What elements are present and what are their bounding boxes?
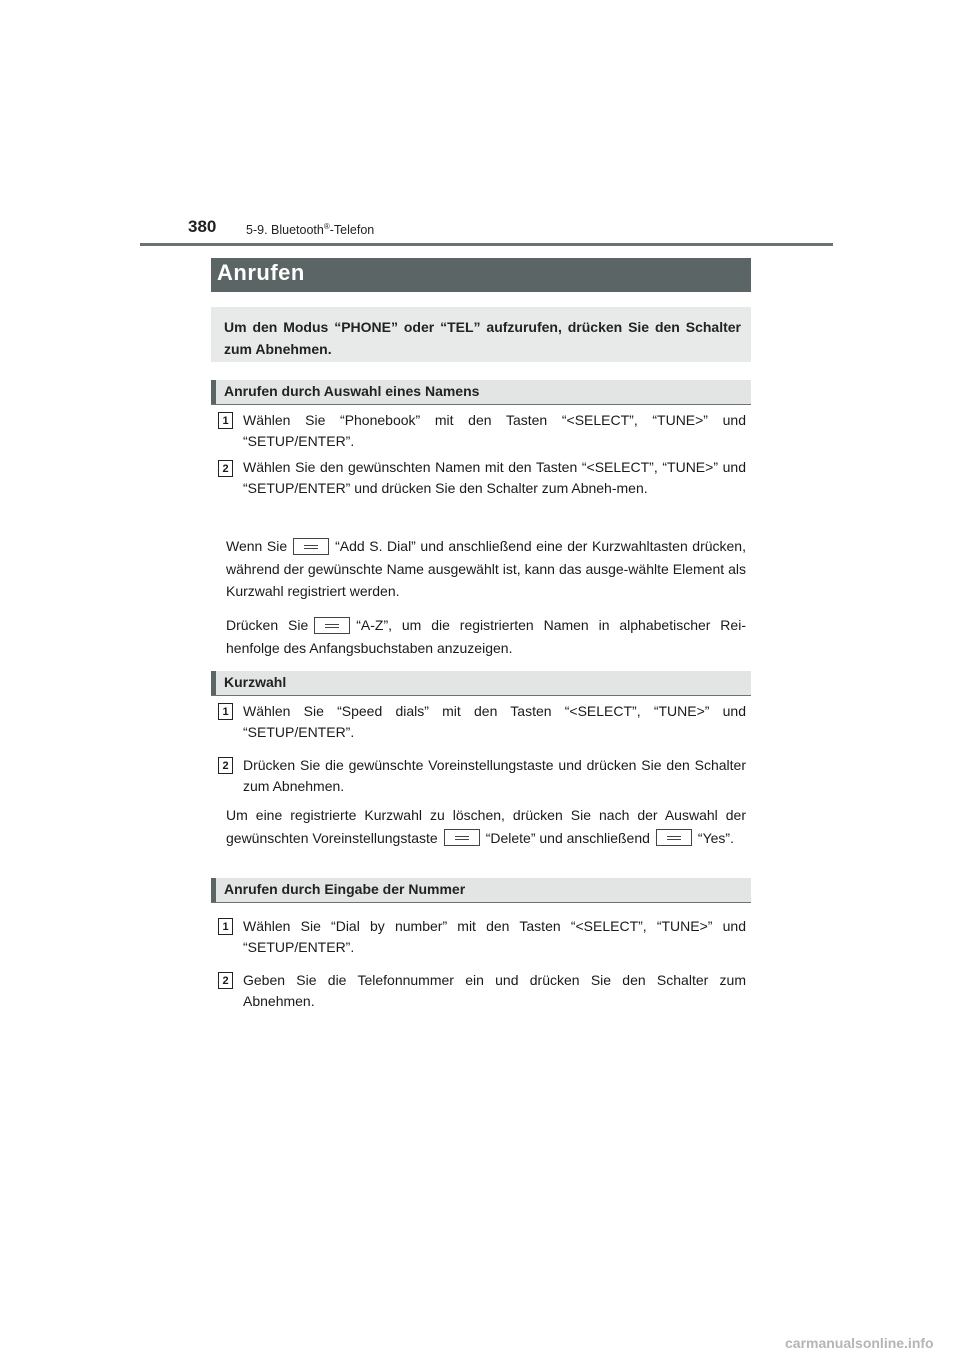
paragraph bbox=[226, 614, 746, 659]
section-heading-speed-dial bbox=[211, 671, 751, 696]
step-text: Drücken Sie die gewünschte Voreinstellungstaste und drücken Sie den Schalter zum Abnehmen. bbox=[243, 757, 746, 794]
intro-box bbox=[211, 307, 751, 362]
paragraph-text: “Add S. Dial” und anschließend eine der Kurzwahltasten drücken, während der gewünschte Name ausgewählt ist, kann das ausge-wählte Element als Kurzwahl registriert werden. bbox=[226, 538, 746, 599]
registered-mark: ® bbox=[323, 222, 330, 231]
paragraph-text: Um eine registrierte Kurzwahl zu löschen, drücken Sie nach der Auswahl der gewünschten Voreinstellungstaste bbox=[226, 807, 746, 846]
page-header bbox=[0, 0, 960, 250]
watermark: carmanualsonline.info bbox=[785, 1335, 934, 1351]
section-heading-label: Kurzwahl bbox=[224, 674, 287, 690]
intro-text: Um den Modus “PHONE” oder “TEL” aufzurufen, drücken Sie den Schalter zum Abnehmen. bbox=[224, 319, 741, 357]
step-text: Wählen Sie “Speed dials” mit den Tasten “<SELECT”, “TUNE>” und “SETUP/ENTER”. bbox=[243, 703, 746, 740]
step-text: Wählen Sie “Phonebook” mit den Tasten “<SELECT”, “TUNE>” und “SETUP/ENTER”. bbox=[243, 412, 746, 449]
step-badge: 2 bbox=[218, 972, 233, 989]
screen-button-icon bbox=[656, 829, 692, 846]
section-heading-label: Anrufen durch Auswahl eines Namens bbox=[224, 383, 480, 399]
screen-button-icon bbox=[314, 617, 350, 634]
screen-button-icon bbox=[293, 538, 329, 555]
section-suffix: -Telefon bbox=[329, 223, 375, 238]
paragraph-text: Drücken Sie bbox=[226, 617, 309, 633]
step-text: Wählen Sie den gewünschten Namen mit den Tasten “<SELECT”, “TUNE>” und “SETUP/ENTER” und drücken Sie den Schalter zum Abneh-men. bbox=[243, 459, 746, 496]
header-divider bbox=[140, 243, 833, 246]
step-badge: 1 bbox=[218, 918, 233, 935]
step-text: Wählen Sie “Dial by number” mit den Tasten “<SELECT”, “TUNE>” und “SETUP/ENTER”. bbox=[243, 918, 746, 955]
page-title: Anrufen bbox=[217, 260, 305, 285]
paragraph-text: “A-Z”, um die registrierten Namen in alphabetischer Rei-henfolge des Anfangsbuchstaben anzuzeigen. bbox=[226, 617, 746, 656]
paragraph-text: “Delete” und anschließend bbox=[485, 829, 650, 846]
paragraph-text: “Yes”. bbox=[697, 829, 734, 846]
paragraph bbox=[226, 535, 746, 603]
step-text: Geben Sie die Telefonnummer ein und drücken Sie den Schalter zum Abnehmen. bbox=[243, 972, 746, 1009]
section-reference bbox=[246, 222, 374, 237]
paragraph-text: Wenn Sie bbox=[226, 538, 288, 554]
step-badge: 1 bbox=[218, 703, 233, 720]
page-number: 380 bbox=[188, 217, 217, 236]
step-badge: 2 bbox=[218, 757, 233, 774]
screen-button-icon bbox=[444, 829, 480, 846]
section-heading-name bbox=[211, 380, 751, 405]
step-badge: 1 bbox=[218, 412, 233, 429]
section-heading-label: Anrufen durch Eingabe der Nummer bbox=[224, 881, 466, 897]
paragraph bbox=[226, 804, 746, 849]
section-prefix: 5-9. Bluetooth bbox=[246, 223, 324, 238]
section-heading-dial-number bbox=[211, 878, 751, 903]
step-badge: 2 bbox=[218, 460, 233, 477]
title-bar bbox=[211, 258, 751, 292]
